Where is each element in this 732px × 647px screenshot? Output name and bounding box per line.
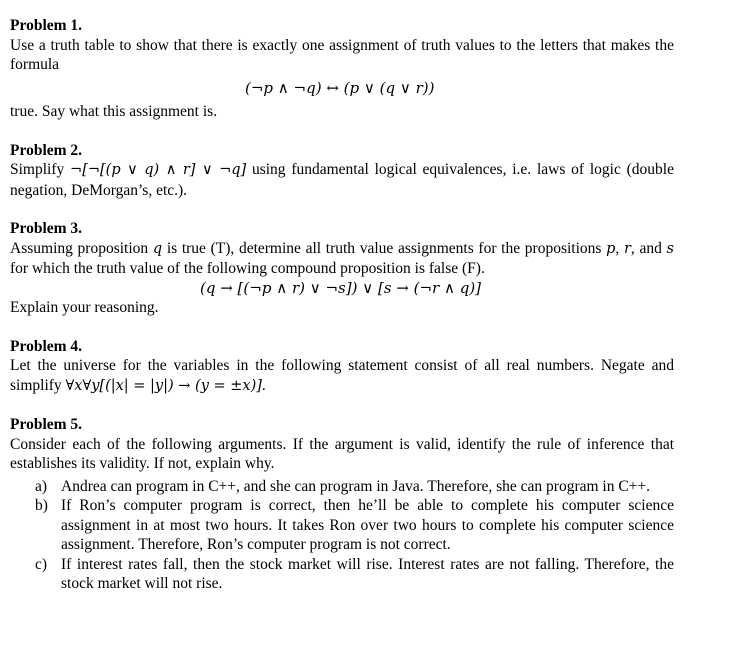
item-label: a) xyxy=(35,477,48,495)
problem-1-formula: (¬p ∧ ¬q) ↔ (p ∨ (q ∨ r)) xyxy=(245,78,435,97)
problem-2-text-suffix: using fundamental logical equivalences, i.e. laws of logic (double negation, DeMorgan’s, etc.). xyxy=(10,161,674,199)
item-text: If Ron’s computer program is correct, then he’ll be able to complete his computer science assignment in at most two hours. It takes Ron over two hours to complete his computer science assignment. Therefore, Ron’s computer program is not correct. xyxy=(61,497,674,553)
problem-3-text-mid3: , and xyxy=(630,239,667,257)
problem-set xyxy=(10,16,674,594)
problem-5-text: Consider each of the following arguments. If the argument is valid, identify the rule of inference that establishes its validity. If not, explain why. xyxy=(10,435,674,472)
problem-1-title: Problem 1. xyxy=(10,17,83,34)
problem-3-text xyxy=(10,239,674,279)
problem-4-text-suffix: . xyxy=(261,376,266,394)
item-text: Andrea can program in C++, and she can program in Java. Therefore, she can program in C++. xyxy=(61,477,651,495)
list-item xyxy=(10,477,674,497)
problem-3-var-r: r xyxy=(623,240,631,257)
problem-3-title: Problem 3. xyxy=(10,220,83,237)
problem-2-formula: ¬[¬[(p ∨ q) ∧ r] ∨ ¬q] xyxy=(70,162,247,178)
problem-2-text xyxy=(10,160,674,200)
problem-3-text-mid1: is true (T), determine all truth value assignments for the propositions xyxy=(162,239,607,257)
list-item xyxy=(10,555,674,594)
problem-4-text xyxy=(10,356,674,396)
list-item xyxy=(10,496,674,555)
problem-4-title: Problem 4. xyxy=(10,337,83,355)
problem-1-after: true. Say what this assignment is. xyxy=(10,103,218,120)
problem-5-title: Problem 5. xyxy=(10,416,83,433)
problem-3-formula: (q → [(¬p ∧ r) ∨ ¬s]) ∨ [s → (¬r ∧ q)] xyxy=(200,278,482,297)
problem-1-text: Use a truth table to show that there is exactly one assignment of truth values to the letters that makes the formula xyxy=(10,36,674,73)
problem-2-text-prefix: Simplify xyxy=(10,161,71,178)
problem-3 xyxy=(10,219,674,318)
problem-3-after: Explain your reasoning. xyxy=(10,299,159,316)
problem-5 xyxy=(10,415,674,594)
problem-3-var-p: p xyxy=(606,240,616,257)
problem-3-var-q: q xyxy=(152,240,163,257)
item-label: b) xyxy=(35,497,48,514)
problem-3-text-suffix: for which the truth value of the following compound proposition is false (F). xyxy=(10,260,485,277)
problem-1 xyxy=(10,16,674,122)
problem-3-text-mid2: , xyxy=(615,239,624,257)
problem-3-var-s: s xyxy=(666,240,674,257)
item-text: If interest rates fall, then the stock market will rise. Interest rates are not falling. Therefore, the stock market will not rise. xyxy=(61,555,674,592)
item-label: c) xyxy=(35,555,48,573)
problem-2 xyxy=(10,141,674,201)
problem-3-text-prefix: Assuming proposition xyxy=(10,239,153,257)
problem-2-title: Problem 2. xyxy=(10,141,83,159)
problem-4-text-prefix: Let the universe for the variables in the following statement consist of all real numbers. Negate and simplify xyxy=(10,357,674,394)
problem-5-items xyxy=(10,477,674,594)
problem-4-formula: ∀x∀y[(|x| = |y|) → (y = ±x)] xyxy=(65,377,262,394)
problem-4 xyxy=(10,337,674,397)
